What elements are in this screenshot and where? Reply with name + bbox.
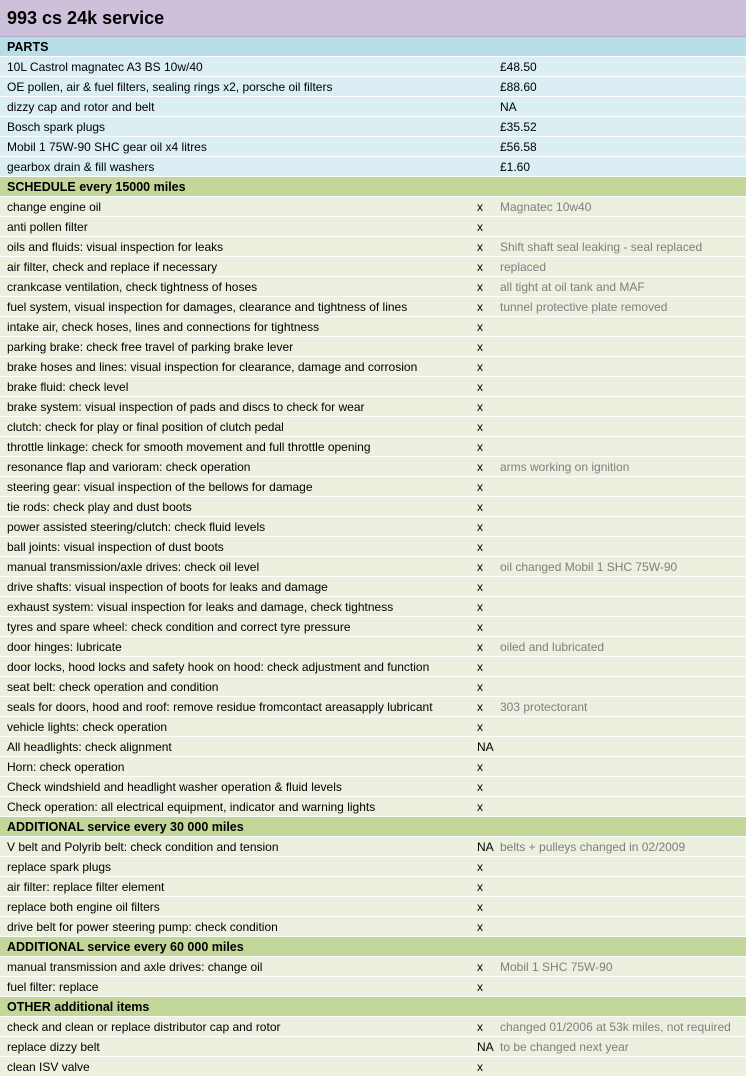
task-row [0,457,746,477]
task-row [0,297,746,317]
task-description: replace both engine oil filters [7,900,160,914]
task-row [0,337,746,357]
task-row [0,637,746,657]
task-status-mark: x [477,300,483,314]
task-note: changed 01/2006 at 53k miles, not required [500,1020,731,1034]
task-status-mark: x [477,280,483,294]
task-status-mark: x [477,680,483,694]
task-status-mark: x [477,720,483,734]
task-row [0,877,746,897]
task-status-mark: x [477,460,483,474]
task-description: manual transmission and axle drives: change oil [7,960,263,974]
part-price: £1.60 [500,160,531,174]
part-description: 10L Castrol magnatec A3 BS 10w/40 [7,60,203,74]
task-status-mark: x [477,960,483,974]
task-row [0,257,746,277]
task-status-mark: x [477,1060,483,1074]
task-row [0,277,746,297]
section-header: OTHER additional items [0,997,746,1017]
task-status-mark: x [477,220,483,234]
task-row [0,477,746,497]
task-row [0,717,746,737]
task-note: Shift shaft seal leaking - seal replaced [500,240,703,254]
sheet-body [0,37,746,1077]
task-row [0,357,746,377]
task-description: crankcase ventilation, check tightness of hoses [7,280,258,294]
section-header: ADDITIONAL service every 60 000 miles [0,937,746,957]
task-row [0,317,746,337]
task-status-mark: x [477,1020,483,1034]
task-row [0,917,746,937]
task-status-mark: x [477,780,483,794]
task-description: ball joints: visual inspection of dust boots [7,540,224,554]
task-row [0,757,746,777]
task-description: Check operation: all electrical equipment, indicator and warning lights [7,800,376,814]
section-header: SCHEDULE every 15000 miles [0,177,746,197]
task-status-mark: x [477,880,483,894]
task-row [0,537,746,557]
task-description: check and clean or replace distributor cap and rotor [7,1020,281,1034]
task-row [0,777,746,797]
task-description: replace dizzy belt [7,1040,100,1054]
task-description: door hinges: lubricate [7,640,122,654]
task-note: replaced [500,260,547,274]
task-note: 303 protectorant [500,700,588,714]
task-row [0,1057,746,1077]
task-note: arms working on ignition [500,460,630,474]
task-description: vehicle lights: check operation [7,720,168,734]
task-note: to be changed next year [500,1040,629,1054]
task-description: seals for doors, hood and roof: remove residue fromcontact areasapply lubricant [7,700,433,714]
task-row [0,837,746,857]
task-status-mark: x [477,200,483,214]
task-description: brake fluid: check level [7,380,129,394]
part-row [0,157,746,177]
task-status-mark: x [477,700,483,714]
task-description: replace spark plugs [7,860,112,874]
task-description: clutch: check for play or final position of clutch pedal [7,420,284,434]
part-description: gearbox drain & fill washers [7,160,155,174]
part-row [0,97,746,117]
task-row [0,197,746,217]
task-note: belts + pulleys changed in 02/2009 [500,840,686,854]
task-row [0,577,746,597]
task-description: manual transmission/axle drives: check oil level [7,560,260,574]
task-row [0,417,746,437]
task-row [0,857,746,877]
task-row [0,1017,746,1037]
task-description: Check windshield and headlight washer operation & fluid levels [7,780,342,794]
task-status-mark: NA [477,1040,494,1054]
task-description: All headlights: check alignment [7,740,172,754]
task-row [0,797,746,817]
part-row [0,137,746,157]
task-status-mark: x [477,560,483,574]
task-status-mark: x [477,540,483,554]
section-header: PARTS [0,37,746,57]
task-description: seat belt: check operation and condition [7,680,219,694]
section-header: ADDITIONAL service every 30 000 miles [0,817,746,837]
task-status-mark: x [477,580,483,594]
task-description: steering gear: visual inspection of the bellows for damage [7,480,313,494]
task-row [0,217,746,237]
part-row [0,77,746,97]
task-description: power assisted steering/clutch: check fluid levels [7,520,266,534]
task-description: parking brake: check free travel of parking brake lever [7,340,294,354]
task-status-mark: x [477,800,483,814]
task-status-mark: x [477,320,483,334]
task-note: Mobil 1 SHC 75W-90 [500,960,613,974]
task-note: oil changed Mobil 1 SHC 75W-90 [500,560,678,574]
task-status-mark: x [477,240,483,254]
part-description: Mobil 1 75W-90 SHC gear oil x4 litres [7,140,207,154]
part-price: £48.50 [500,60,537,74]
part-price: NA [500,100,517,114]
task-description: change engine oil [7,200,102,214]
task-status-mark: x [477,500,483,514]
task-row [0,377,746,397]
task-description: clean ISV valve [7,1060,90,1074]
task-status-mark: x [477,340,483,354]
task-description: air filter: replace filter element [7,880,165,894]
task-row [0,977,746,997]
task-description: oils and fluids: visual inspection for leaks [7,240,224,254]
task-row [0,557,746,577]
task-row [0,697,746,717]
part-description: Bosch spark plugs [7,120,106,134]
task-status-mark: x [477,600,483,614]
task-note: all tight at oil tank and MAF [500,280,645,294]
task-status-mark: x [477,920,483,934]
task-description: fuel filter: replace [7,980,99,994]
part-price: £56.58 [500,140,537,154]
task-description: tie rods: check play and dust boots [7,500,192,514]
task-status-mark: x [477,900,483,914]
task-row [0,617,746,637]
task-description: intake air, check hoses, lines and connections for tightness [7,320,320,334]
task-description: air filter, check and replace if necessary [7,260,218,274]
task-status-mark: NA [477,740,494,754]
task-row [0,237,746,257]
task-row [0,397,746,417]
task-status-mark: x [477,640,483,654]
part-price: £88.60 [500,80,537,94]
task-description: brake system: visual inspection of pads and discs to check for wear [7,400,365,414]
task-status-mark: x [477,360,483,374]
task-status-mark: x [477,440,483,454]
task-row [0,497,746,517]
task-status-mark: x [477,620,483,634]
task-status-mark: x [477,520,483,534]
task-description: throttle linkage: check for smooth movement and full throttle opening [7,440,371,454]
task-row [0,677,746,697]
task-row [0,1037,746,1057]
task-status-mark: x [477,860,483,874]
task-status-mark: NA [477,840,494,854]
task-description: drive shafts: visual inspection of boots for leaks and damage [7,580,328,594]
task-description: Horn: check operation [7,760,125,774]
task-description: tyres and spare wheel: check condition and correct tyre pressure [7,620,351,634]
task-row [0,517,746,537]
task-status-mark: x [477,660,483,674]
task-row [0,957,746,977]
task-status-mark: x [477,760,483,774]
task-status-mark: x [477,980,483,994]
task-status-mark: x [477,420,483,434]
task-description: drive belt for power steering pump: check condition [7,920,278,934]
task-description: exhaust system: visual inspection for leaks and damage, check tightness [7,600,394,614]
task-description: fuel system, visual inspection for damages, clearance and tightness of lines [7,300,408,314]
task-status-mark: x [477,400,483,414]
task-description: door locks, hood locks and safety hook on hood: check adjustment and function [7,660,430,674]
task-note: tunnel protective plate removed [500,300,668,314]
task-description: V belt and Polyrib belt: check condition and tension [7,840,279,854]
task-description: brake hoses and lines: visual inspection for clearance, damage and corrosion [7,360,418,374]
part-description: OE pollen, air & fuel filters, sealing rings x2, porsche oil filters [7,80,333,94]
task-status-mark: x [477,380,483,394]
task-description: anti pollen filter [7,220,88,234]
task-note: oiled and lubricated [500,640,605,654]
task-row [0,897,746,917]
task-row [0,657,746,677]
task-row [0,597,746,617]
part-price: £35.52 [500,120,537,134]
part-row [0,57,746,77]
task-description: resonance flap and varioram: check operation [7,460,251,474]
task-row [0,437,746,457]
task-row [0,737,746,757]
sheet-title: 993 cs 24k service [0,0,746,37]
task-status-mark: x [477,260,483,274]
task-status-mark: x [477,480,483,494]
task-note: Magnatec 10w40 [500,200,592,214]
part-description: dizzy cap and rotor and belt [7,100,155,114]
part-row [0,117,746,137]
